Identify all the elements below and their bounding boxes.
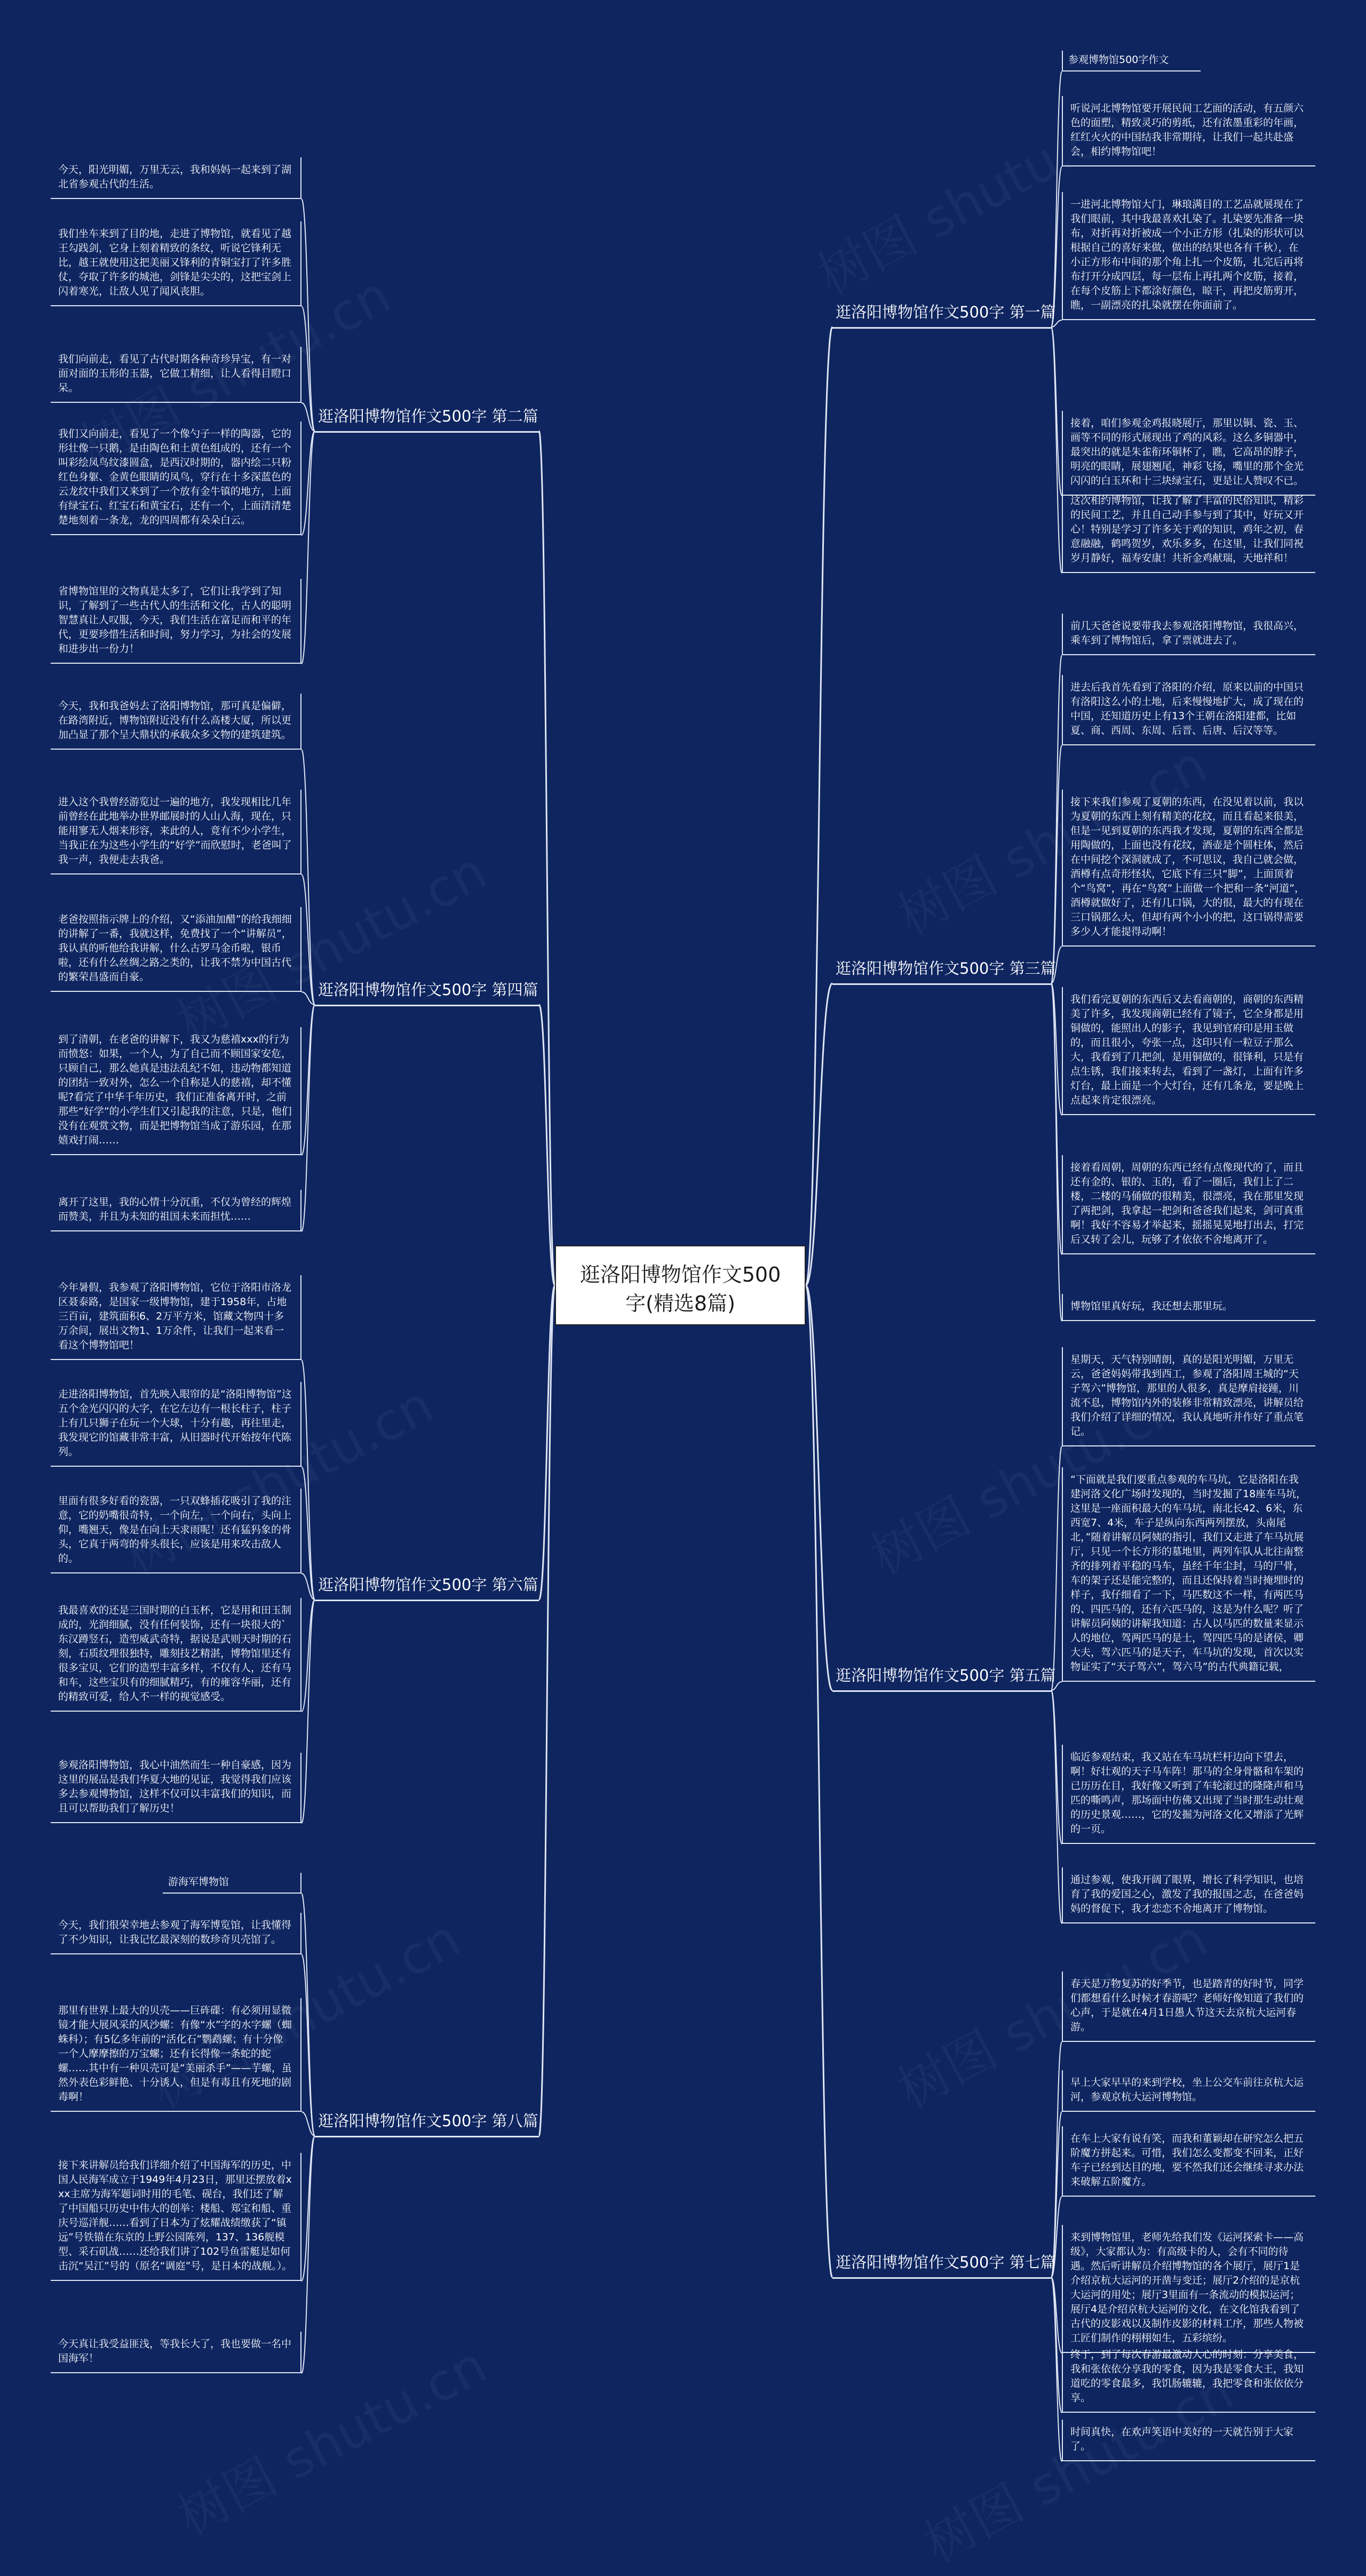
leaf-text[interactable]: “下面就是我们要重点参观的车马坑，它是洛阳在我建河洛文化广场时发现的，当时发掘了18座车马坑，这里是一座面积最大的车马坑，南北长42、6米，东西宽7、4米，车子是纵向东西两列摆放，头南尾北，”随着讲解员阿姨的指引，我们又走进了车马坑展厅，只见一个长方形的墓地里，两列车队从北往南整齐的排列着平稳的马车，虽经千年尘封，马的尸骨，车的架子还是能完整的，而且还保持着当时掩埋时的样子，我仔细看了一下，马匹数这不一样，有两匹马的、四匹马的，还有六匹马的，这是为什么呢？听了讲解员阿姨的讲解我知道：古人以马匹的数量来显示人的地位，驾两匹马的是士，驾四匹马的是诸侯，卿大夫，驾六匹马的是天子，车马坑的发现，首次以实物证实了“天子驾六”，驾六马”的古代典籍记载， [1062, 1467, 1315, 1682]
connector-branch-1-leaf [1051, 71, 1062, 327]
branch-topic-6[interactable]: 逛洛阳博物馆作文500字 第六篇 [315, 1574, 539, 1601]
leaf-text[interactable]: 参观博物馆500字作文 [1062, 51, 1201, 71]
branch-topic-4[interactable]: 逛洛阳博物馆作文500字 第四篇 [315, 979, 539, 1006]
leaf-text[interactable]: 前几天爸爸说要带我去参观洛阳博物馆，我很高兴，乘车到了博物馆后，拿了票就进去了。 [1062, 614, 1315, 655]
leaf-text[interactable]: 通过参观，使我开阔了眼界，增长了科学知识，也培育了我的爱国之心，激发了我的报国之志，在爸爸妈妈的督促下，我才恋恋不舍地离开了博物馆。 [1062, 1867, 1315, 1923]
leaf-text[interactable]: 今天真让我受益匪浅，等我长大了，我也要做一名中国海军！ [51, 2332, 301, 2373]
leaf-text[interactable]: 进去后我首先看到了洛阳的介绍，原来以前的中国只有洛阳这么小的土地，后来慢慢地扩大，成了现在的中国，还知道历史上有13个王朝在洛阳建都，比如夏、商、西周、东周、后晋、后唐、后汉等等。 [1062, 675, 1315, 745]
branch-topic-7[interactable]: 逛洛阳博物馆作文500字 第七篇 [832, 2252, 1051, 2279]
branch-topic-3[interactable]: 逛洛阳博物馆作文500字 第三篇 [832, 958, 1051, 985]
leaf-text[interactable]: 今天，我和我爸妈去了洛阳博物馆，那可真是偏僻，在路湾附近，博物馆附近没有什么高楼大厦，所以更加凸显了那个呈大鼎状的承载众多文物的建筑建筑。 [51, 694, 301, 750]
leaf-text[interactable]: 临近参观结束，我又站在车马坑栏杆边向下望去，啊！好壮观的天子马车阵！那马的全身骨骼和车架的已历历在目，我好像又听到了车轮滚过的隆隆声和马匹的嘶鸣声，那场面中仿佛又出现了当时那生动壮观的历史景观……，它的发掘为河洛文化又增添了光辉的一页。 [1062, 1745, 1315, 1844]
leaf-text[interactable]: 我们看完夏朝的东西后又去看商朝的，商朝的东西精美了许多，我发现商朝已经有了镜子，它全身都是用铜做的，能照出人的影子，我见到官府印是用玉做的，而且很小，夸张一点，这印只有一粒豆子那么大，我看到了几把剑，是用铜做的，很锋利，只是有点生锈，我们接来转去，看到了一盏灯，上面有许多灯台，最上面是一个大灯台，还有几条龙，要是晚上点起来肯定很漂亮。 [1062, 987, 1315, 1115]
branch-topic-2[interactable]: 逛洛阳博物馆作文500字 第二篇 [315, 406, 539, 433]
connector-branch-4-leaf [301, 1005, 315, 1231]
connector-branch-2-leaf [301, 431, 315, 535]
leaf-text[interactable]: 参观洛阳博物馆，我心中油然而生一种自豪感，因为这里的展品是我们华夏大地的见证，我觉得我们应该多去参观博物馆，这样不仅可以丰富我们的知识，而且可以帮助我们了解历史！ [51, 1753, 301, 1823]
leaf-text[interactable]: 我们坐车来到了目的地，走进了博物馆，就看见了越王勾践剑，它身上刻着精致的条纹，听说它锋利无比，越王就使用这把美丽又锋利的青铜宝打了许多胜仗，夺取了许多的城池，剑锋是尖尖的，这把宝剑上闪着寒光，让敌人见了闻风丧胆。 [51, 221, 301, 306]
leaf-text[interactable]: 听说河北博物馆要开展民间工艺面的活动，有五颜六色的面塑，精致灵巧的剪纸，还有浓墨重彩的年画，红红火火的中国结我非常期待，让我们一起共赴盛会，相约博物馆吧！ [1062, 96, 1315, 166]
connector-branch-8-leaf [301, 2136, 315, 2373]
leaf-text[interactable]: 今年暑假，我参观了洛阳博物馆，它位于洛阳市洛龙区聂泰路，是国家一级博物馆，建于1958年，占地三百亩，建筑面积6、2万平方米，馆藏文物四十多万余间，展出文物1、1万余件，让我们一起来看一看这个博物馆吧！ [51, 1275, 301, 1360]
leaf-text[interactable]: 到了清朝，在老爸的讲解下，我又为慈禧xxx的行为而愤怒：如果，一个人，为了自己而不顾国家安危，只顾自己，那么她真是违法乱纪不如，违动物都知道的团结一致对外，怎么一个自称是人的慈禧，却不懂呢?看完了中华千年历史，我们正准备离开时，之前那些“好学”的小学生们又引起我的注意，只是，他们没有在观赏文物，而是把博物馆当成了游乐园，在那嬉戏打闹…… [51, 1027, 301, 1155]
leaf-text[interactable]: 我最喜欢的还是三国时期的白玉杯，它是用和田玉制成的，光润细腻，没有任何装饰，还有一块很大的`东汉蹲竖石，造型威武奇特，据说是武则天时期的石刻，石质纹理很独特，雕刻技艺精湛，博物馆里还有很多宝贝，它们的造型丰富多样，不仅有人，还有马和车，这些宝贝有的细腻精巧，有的雍容华丽，还有的精致可爱，给人不一样的视觉感受。 [51, 1598, 301, 1712]
leaf-text[interactable]: 我们又向前走，看见了一个像勺子一样的陶器，它的形壮像一只鹅，是由陶色和土黄色组成的，还有一个叫彩绘凤鸟纹漆圆盒，是西汉时期的，器内绘二只粉红色身躯、金黄色眼睛的凤鸟，穿行在十多深蓝色的云龙纹中我们又来到了一个放有金牛镇的地方，上面有绿宝石、红宝石和黄宝石，还有一个，上面清清楚楚地刻着一条龙，龙的四周都有朵朵白云。 [51, 422, 301, 535]
connector-branch-5-leaf [1051, 1446, 1062, 1690]
leaf-text[interactable]: 省博物馆里的文物真是太多了，它们让我学到了知识，了解到了一些古代人的生活和文化，古人的聪明智慧真让人叹服，今天，我们生活在富足而和平的年代，更要珍惜生活和时间，努力学习，为社会的发展和进步出一份力！ [51, 579, 301, 664]
leaf-text[interactable]: 接着，咱们参观金鸡报晓展厅，那里以铜、瓷、玉、画等不同的形式展现出了鸡的风彩。这么多铜器中，最突出的就是朱雀衔环铜杯了，瞧，它高昂的脖子，明亮的眼睛，展翅翘尾，神彩飞扬，嘴里的那个金光闪闪的白玉环和十三块绿宝石，更是让人赞叹不已。 [1062, 411, 1315, 496]
leaf-text[interactable]: 博物馆里真好玩，我还想去那里玩。 [1062, 1294, 1315, 1321]
leaf-text[interactable]: 接着看周朝，周朝的东西已经有点像现代的了，而且还有金的、银的、玉的，看了一圈后，我们上了二楼，二楼的马俑做的很精美，很漂亮，我在那里发现了两把剑，我拿起一把剑和爸爸我们起来，剑可真重啊！我好不容易才举起来，摇摇晃晃地打出去，打完后又转了会儿，玩够了才依依不舍地离开了。 [1062, 1155, 1315, 1254]
leaf-text[interactable]: 春天是万物复苏的好季节，也是踏青的好时节，同学们都想看什么时候才春游呢？老师好像知道了我们的心声，于是就在4月1日愚人节这天去京杭大运河春游。 [1062, 1971, 1315, 2042]
leaf-text[interactable]: 接下来我们参观了夏朝的东西，在没见着以前，我以为夏朝的东西上刻有精美的花纹，而且看起来很美，但是一见到夏朝的东西我才发现，夏朝的东西全都是用陶做的，上面也没有花纹，酒壶是个圆柱体，然后在中间挖个深洞就成了，不可思议，我自己就会做，酒樽有点奇形怪状，它底下有三只“脚”，上面顶着个“鸟窝”，再在“鸟窝”上面做一个把和一条“河道”，酒樽就做好了，还有几口锅，大的很，最大的有现在三口锅那么大，但却有两个小小的把，这口锅得需要多少人才能提得动啊！ [1062, 790, 1315, 947]
connector-branch-8-leaf [301, 1894, 315, 2136]
connector-center-branch-7 [806, 1285, 832, 2277]
connector-branch-3-leaf [1051, 983, 1062, 1254]
leaf-text[interactable]: 游海军博物馆 [163, 1873, 301, 1894]
branch-topic-5[interactable]: 逛洛阳博物馆作文500字 第五篇 [832, 1665, 1051, 1692]
leaf-text[interactable]: 走进洛阳博物馆，首先映入眼帘的是“洛阳博物馆”这五个金光闪闪的大字，在它左边有一根长柱子，柱子上有几只狮子在玩一个大球，十分有趣，再往里走，我发现它的馆藏非常丰富，从旧器时代开始按年代陈列。 [51, 1382, 301, 1467]
branch-topic-8[interactable]: 逛洛阳博物馆作文500字 第八篇 [315, 2110, 539, 2137]
connector-branch-3-leaf [1051, 983, 1062, 1321]
connector-branch-3-leaf [1051, 655, 1062, 983]
leaf-text[interactable]: 老爸按照指示牌上的介绍，又“添油加醋”的给我细细的讲解了一番，我就这样，免费找了一个“讲解员”，我认真的听他给我讲解，什么古罗马金币啦，银币啦，还有什么丝绸之路之类的，让我不禁为中国古代的繁荣昌盛而自豪。 [51, 907, 301, 992]
connector-branch-5-leaf [1051, 1690, 1062, 1923]
connector-branch-8-leaf [301, 1954, 315, 2136]
leaf-text[interactable]: 今天，阳光明媚，万里无云，我和妈妈一起来到了湖北省参观古代的生活。 [51, 157, 301, 199]
connector-branch-6-leaf [301, 1360, 315, 1600]
leaf-text[interactable]: 里面有很多好看的瓷器，一只双蜂插花吸引了我的注意，它的奶嘴很奇特，一个向左，一个向右，头向上仰，嘴翘天，像是在向上天求雨呢！还有猛犸象的骨头，它真于两弯的骨头很长，应该是用来攻击敌人的。 [51, 1489, 301, 1573]
leaf-text[interactable]: 一进河北博物馆大门，琳琅满目的工艺品就展现在了我们眼前，其中我最喜欢扎染了。扎染要先准备一块布，对折再对折被成一个小正方形（扎染的形状可以根据自己的喜好来做，做出的结果也各有千秋），在小正方形布中间的那个角上扎一个皮筋，扎完后再将布打开分成四层，每一层布上再扎两个皮筋，接着，在每个皮筋上下都涂好颜色，晾干，再把皮筋剪开，瞧，一副漂亮的扎染就摆在你面前了。 [1062, 192, 1315, 320]
leaf-text[interactable]: 我们向前走，看见了古代时期各种奇珍异宝，有一对面对面的玉形的玉器，它做工精细，让人看得目瞪口呆。 [51, 347, 301, 403]
central-topic[interactable] [555, 1245, 806, 1325]
connector-branch-4-leaf [301, 750, 315, 1005]
leaf-text[interactable]: 那里有世界上最大的贝壳——巨砗磲：有必须用显微镜才能大展风采的风沙螺：有像“水”字的水字螺（蜘蛛科）；有5亿多年前的“活化石”鹦鹉螺；有十分像一个人摩摩擦的万宝螺；还有长得像一条蛇的蛇螺……其中有一种贝壳可是“美丽杀手”——芋螺，虽然外表色彩鲜艳、十分诱人，但是有毒且有死地的剧毒啊！ [51, 1998, 301, 2112]
connector-branch-7-leaf [1051, 2277, 1062, 2461]
connector-branch-1-leaf [1051, 327, 1062, 573]
central-topic-title: 逛洛阳博物馆作文500字(精选8篇) [579, 1263, 781, 1315]
leaf-text[interactable]: 进入这个我曾经游览过一遍的地方，我发现相比几年前曾经在此地举办世界邮展时的人山人海，现在，只能用寥无人烟来形容，来此的人，竟有不少小学生，当我正在为这些小学生的“好学”而欣慰时，老爸叫了我一声，我便走去我爸。 [51, 790, 301, 874]
leaf-text[interactable]: 终于，到了每次春游最激动人心的时刻：分享美食，我和张依依分享我的零食，因为我是零食大王，我知道吃的零食最多，我饥肠辘辘，我把零食和张依依分享。 [1062, 2342, 1315, 2413]
leaf-text[interactable]: 星期天，天气特别晴朗，真的是阳光明媚，万里无云，爸爸妈妈带我到西工，参观了洛阳周王城的“天子驾六”博物馆，那里的人很多，真是摩肩接踵，川流不息，博物馆内外的装修非常精致漂亮，讲解员给我们介绍了详细的情况，我认真地听并作好了重点笔记。 [1062, 1347, 1315, 1446]
leaf-text[interactable]: 早上大家早早的来到学校，坐上公交车前往京杭大运河，参观京杭大运河博物馆。 [1062, 2070, 1315, 2112]
leaf-text[interactable]: 时间真快，在欢声笑语中美好的一天就告别于大家了。 [1062, 2420, 1315, 2461]
connector-branch-2-leaf [301, 431, 315, 664]
leaf-text[interactable]: 接下来讲解员给我们详细介绍了中国海军的历史，中国人民海军成立于1949年4月23日，那里还摆放着xxx主席为海军题词时用的毛笔、砚台，我们还了解了中国船只历史中伟大的创举：楼船、郑宝和船、重庆号巡洋舰……看到了日本为了炫耀战绩缴获了“镇远”号铁锚在东京的上野公园陈列，137、136舰模型、采石矶战……还给我们讲了102号鱼雷艇是如何击沉“吴江”号的（原名“调庭”号，是日本的战舰。）。 [51, 2153, 301, 2281]
leaf-text[interactable]: 在车上大家有说有笑，而我和董颖却在研究怎么把五阶魔方拼起来。可惜，我们怎么变都变不回来，正好车子已经到达目的地，要不然我们还会继续寻求办法来破解五阶魔方。 [1062, 2126, 1315, 2197]
leaf-text[interactable]: 今天，我们很荣幸地去参观了海军博览馆，让我懂得了不少知识，让我记忆最深刻的数珍奇贝壳馆了。 [51, 1913, 301, 1954]
leaf-text[interactable]: 这次相约博物馆，让我了解了丰富的民俗知识，精彩的民间工艺，并且自己动手参与到了其中，好玩又开心！特别是学习了许多关于鸡的知识，鸡年之初，春意融融，鹤鸣贺岁，欢乐多多，在这里，让我们同祝岁月静好，福寿安康！共祈金鸡献瑞，天地祥和！ [1062, 488, 1315, 573]
connector-center-branch-5 [806, 1285, 832, 1690]
branch-topic-1[interactable]: 逛洛阳博物馆作文500字 第一篇 [832, 301, 1051, 329]
connector-branch-6-leaf [301, 1600, 315, 1823]
connector-branch-7-leaf [1051, 2277, 1062, 2413]
leaf-text[interactable]: 离开了这里，我的心情十分沉重，不仅为曾经的辉煌而赞美，并且为未知的祖国未来而担忧…… [51, 1190, 301, 1231]
connector-branch-2-leaf [301, 199, 315, 431]
leaf-text[interactable]: 来到博物馆里，老师先给我们发《运河探索卡——高级》，大家都认为：有高级卡的人，会有不同的待遇。然后听讲解员介绍博物馆的各个展厅，展厅1是介绍京杭大运河的开凿与变迁；展厅2介绍的是京杭大运河的用处；展厅3里面有一条流动的模拟运河；展厅4是介绍京杭大运河的文化，在文化馆我看到了古代的皮影戏以及制作皮影的材料工序，那些人物被工匠们制作的栩栩如生，五彩缤纷。 [1062, 2225, 1315, 2353]
